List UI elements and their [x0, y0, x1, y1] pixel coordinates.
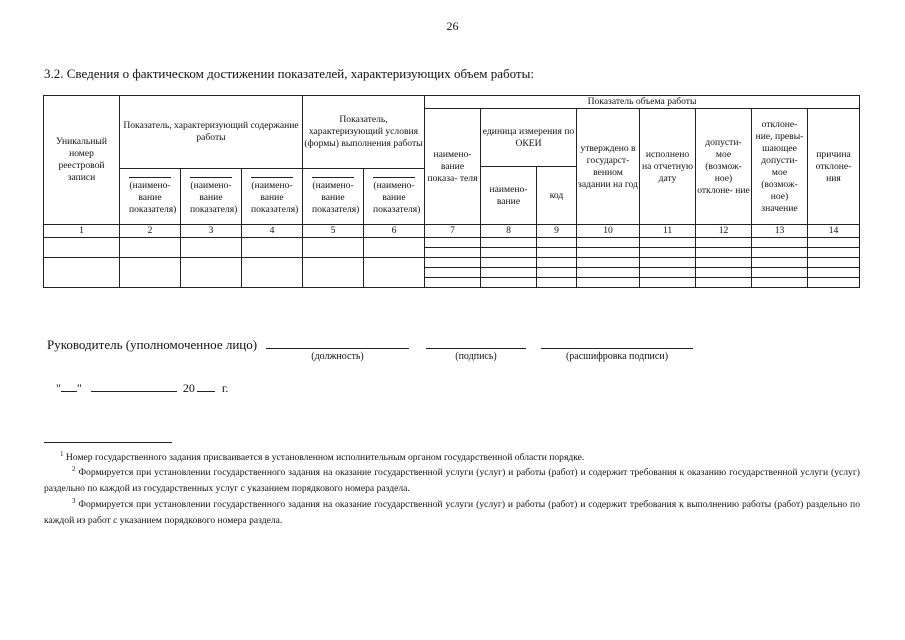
year-field[interactable]: [197, 381, 215, 392]
header-unit-name: наимено- вание: [481, 167, 537, 225]
header-unit-okei: единица измерения по ОКЕИ: [481, 109, 577, 167]
position-line[interactable]: [266, 348, 409, 349]
subheader-conditions-1: (наимено- вание показателя): [303, 169, 364, 225]
column-number: 6: [364, 225, 425, 238]
day-field[interactable]: [61, 381, 77, 392]
caption-signature: (подпись): [455, 351, 497, 362]
table-row: [44, 258, 860, 268]
signature-line[interactable]: [426, 348, 526, 349]
header-content-indicator: Показатель, характеризующий содержание работы: [120, 96, 303, 169]
header-exceeding-deviation: отклоне- ние, превы- шающее допусти- мое (возмож- ное) значение: [752, 109, 808, 225]
column-number: 9: [537, 225, 577, 238]
header-unique-record: Уникальный номер реестровой записи: [44, 96, 120, 225]
month-field[interactable]: [91, 381, 177, 392]
footnote-rule: [44, 442, 172, 443]
header-allowed-deviation: допусти- мое (возмож- ное) отклоне- ние: [696, 109, 752, 225]
column-number: 1: [44, 225, 120, 238]
column-number: 5: [303, 225, 364, 238]
subheader-content-2: (наимено- вание показателя): [181, 169, 242, 225]
header-deviation-reason: причина отклоне- ния: [808, 109, 860, 225]
decoding-line[interactable]: [541, 348, 693, 349]
signature-label: Руководитель (уполномоченное лицо): [47, 337, 258, 352]
table-row: [44, 238, 860, 248]
header-volume-indicator: Показатель объема работы: [425, 96, 860, 109]
page-number: 26: [446, 19, 459, 33]
column-number: 4: [242, 225, 303, 238]
work-volume-table: [43, 95, 860, 288]
subheader-conditions-2: (наимено- вание показателя): [364, 169, 425, 225]
subheader-content-3: (наимено- вание показателя): [242, 169, 303, 225]
header-indicator-name: наимено- вание показа- теля: [425, 109, 481, 225]
footnote-3: $^3$ Формируется при установлении государственного задания на оказание государственной услуги (услуг) и работы (работ) и содержит требования к выполнению работы (работ) раздельно по каждой из работ с указанием порядкового номера раздела.: [44, 497, 860, 526]
footnote-1: $^1$ Номер государственного задания присваивается в установленном исполнительным органом государственной области порядке.: [60, 450, 585, 463]
subheader-content-1: (наимено- вание показателя): [120, 169, 181, 225]
column-number: 7: [425, 225, 481, 238]
header-executed: исполнено на отчетную дату: [640, 109, 696, 225]
header-unit-code: код: [537, 167, 577, 225]
column-number: 14: [808, 225, 860, 238]
header-approved: утверждено в государст- венном задании на год: [577, 109, 640, 225]
caption-position: (должность): [311, 351, 364, 362]
section-title: 3.2. Сведения о фактическом достижении показателей, характеризующих объем работы:: [44, 66, 534, 81]
column-number: 2: [120, 225, 181, 238]
column-number: 12: [696, 225, 752, 238]
header-conditions-indicator: Показатель, характеризующий условия (формы) выполнения работы: [303, 96, 425, 169]
caption-decoding: (расшифровка подписи): [565, 351, 669, 362]
date-line: " " 20 г.: [56, 381, 229, 395]
column-number: 11: [640, 225, 696, 238]
column-number: 3: [181, 225, 242, 238]
footnote-2: $^2$ Формируется при установлении государственного задания на оказание государственной услуги (услуг) и работы (работ) и содержит требования к оказанию государственной услуги (услуг) раздельно по каждой из государственных услуг с указанием порядкового номера раздела.: [44, 465, 860, 494]
column-number: 10: [577, 225, 640, 238]
column-number: 13: [752, 225, 808, 238]
column-number: 8: [481, 225, 537, 238]
